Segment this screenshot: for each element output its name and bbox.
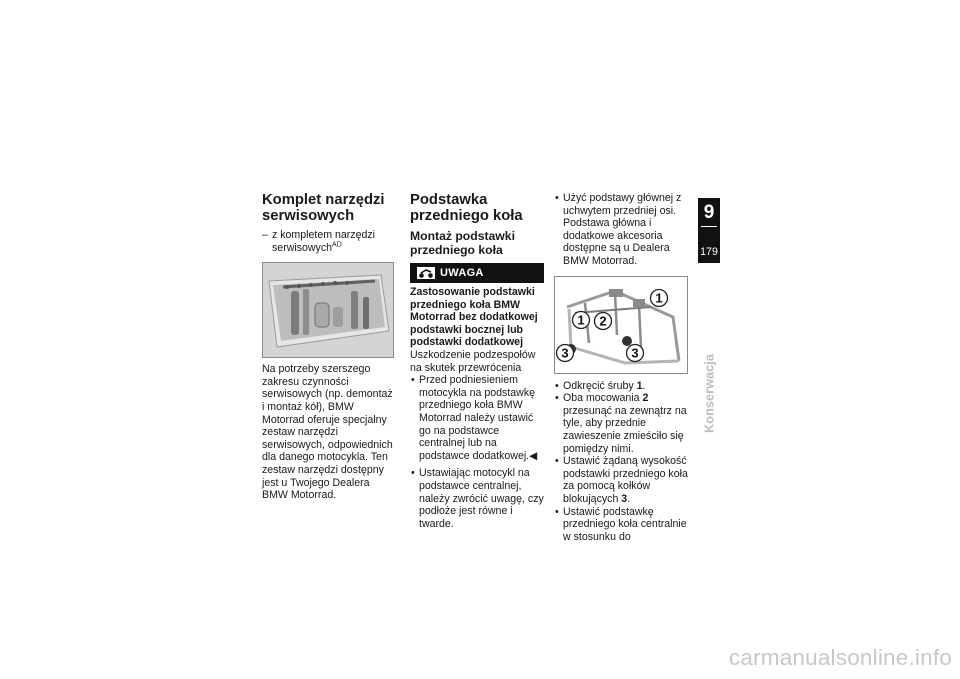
list-item: • Ustawić żądaną wysokość podstawki przedniego koła za pomocą kołków blokujących 3. <box>554 455 688 505</box>
toolkit-dash-text: z kompletem narzędzi serwisowych <box>272 229 376 254</box>
warning-label: UWAGA <box>440 266 484 279</box>
stand-steps-list <box>554 380 688 544</box>
front-stand-photo <box>554 276 688 374</box>
page-number: 179 <box>700 246 718 258</box>
watermark: carmanualsonline.info <box>728 645 952 670</box>
middle-column <box>410 192 544 530</box>
front-stand-illustration <box>555 277 687 373</box>
warning-banner <box>410 263 544 283</box>
section-title-stand: Podstawka przedniego koła <box>410 192 523 224</box>
right-column <box>554 192 688 543</box>
callout-1-top <box>651 289 668 306</box>
warning-heading: Zastosowanie podstawki przedniego koła BMW Motorrad bez dodatkowej podstawki bocznej lub podstawki dodatkowej <box>410 286 538 349</box>
toolkit-dash-item <box>262 229 394 254</box>
svg-text:1: 1 <box>655 290 663 306</box>
left-column <box>262 192 394 502</box>
callout-3-right <box>627 344 644 361</box>
callout-1-left <box>573 311 590 328</box>
stand-intro-list <box>554 192 688 268</box>
warning-text: Uszkodzenie podzespołów na skutek przewrócenia <box>410 348 536 374</box>
list-item: • Ustawiając motocykl na podstawce centralnej, należy zwrócić uwagę, czy podłoże jest równe i twarde. <box>410 467 544 530</box>
list-item: • Oba mocowania 2 przesunąć na zewnątrz na tyle, aby przednie zawieszenie zmieściło się pomiędzy nimi. <box>554 392 688 455</box>
list-item: • Odkręcić śruby 1. <box>554 380 688 393</box>
svg-text:2: 2 <box>599 313 607 329</box>
chapter-number: 9 <box>703 202 715 223</box>
list-item: • Użyć podstawy głównej z uchwytem przedniej osi. Podstawa główna i dodatkowe akcesoria dostępne są u Dealera BMW Motorrad. <box>554 192 688 268</box>
section-side-label: Konserwacja <box>701 354 717 433</box>
callout-3-left <box>557 344 574 361</box>
list-item: • Ustawić podstawkę przedniego koła centralnie w stosunku do <box>554 506 688 544</box>
end-mark-icon: ◀ <box>529 449 538 462</box>
svg-text:3: 3 <box>631 345 639 361</box>
toolkit-superscript: AD <box>332 241 342 249</box>
list-item: • Przed podniesieniem motocykla na podstawkę przedniego koła BMW Motorrad należy ustawić go na podstawce centralnej lub na podstawce dodatkowej.◀ <box>410 374 544 462</box>
motorcycle-warning-icon <box>416 266 436 280</box>
warning-bullets <box>410 374 544 530</box>
toolkit-paragraph: Na potrzeby szerszego zakresu czynności serwisowych (np. demontaż i montaż kół), BMW Motorrad oferuje specjalny zestaw narzędzi serwisowych, odpowiednich dla danego motocykla. Ten zestaw narzędzi dostępny jest u Twojego Dealera BMW Motorrad. <box>262 363 393 502</box>
svg-text:1: 1 <box>577 312 585 328</box>
section-title-toolkit: Komplet narzędzi serwisowych <box>262 192 385 224</box>
svg-text:3: 3 <box>561 345 569 361</box>
toolkit-illustration <box>263 263 393 357</box>
subsection-title-mounting: Montaż podstawki przedniego koła <box>410 229 515 257</box>
tab-divider <box>701 226 717 227</box>
callout-2 <box>595 312 612 329</box>
toolkit-photo <box>262 262 394 358</box>
